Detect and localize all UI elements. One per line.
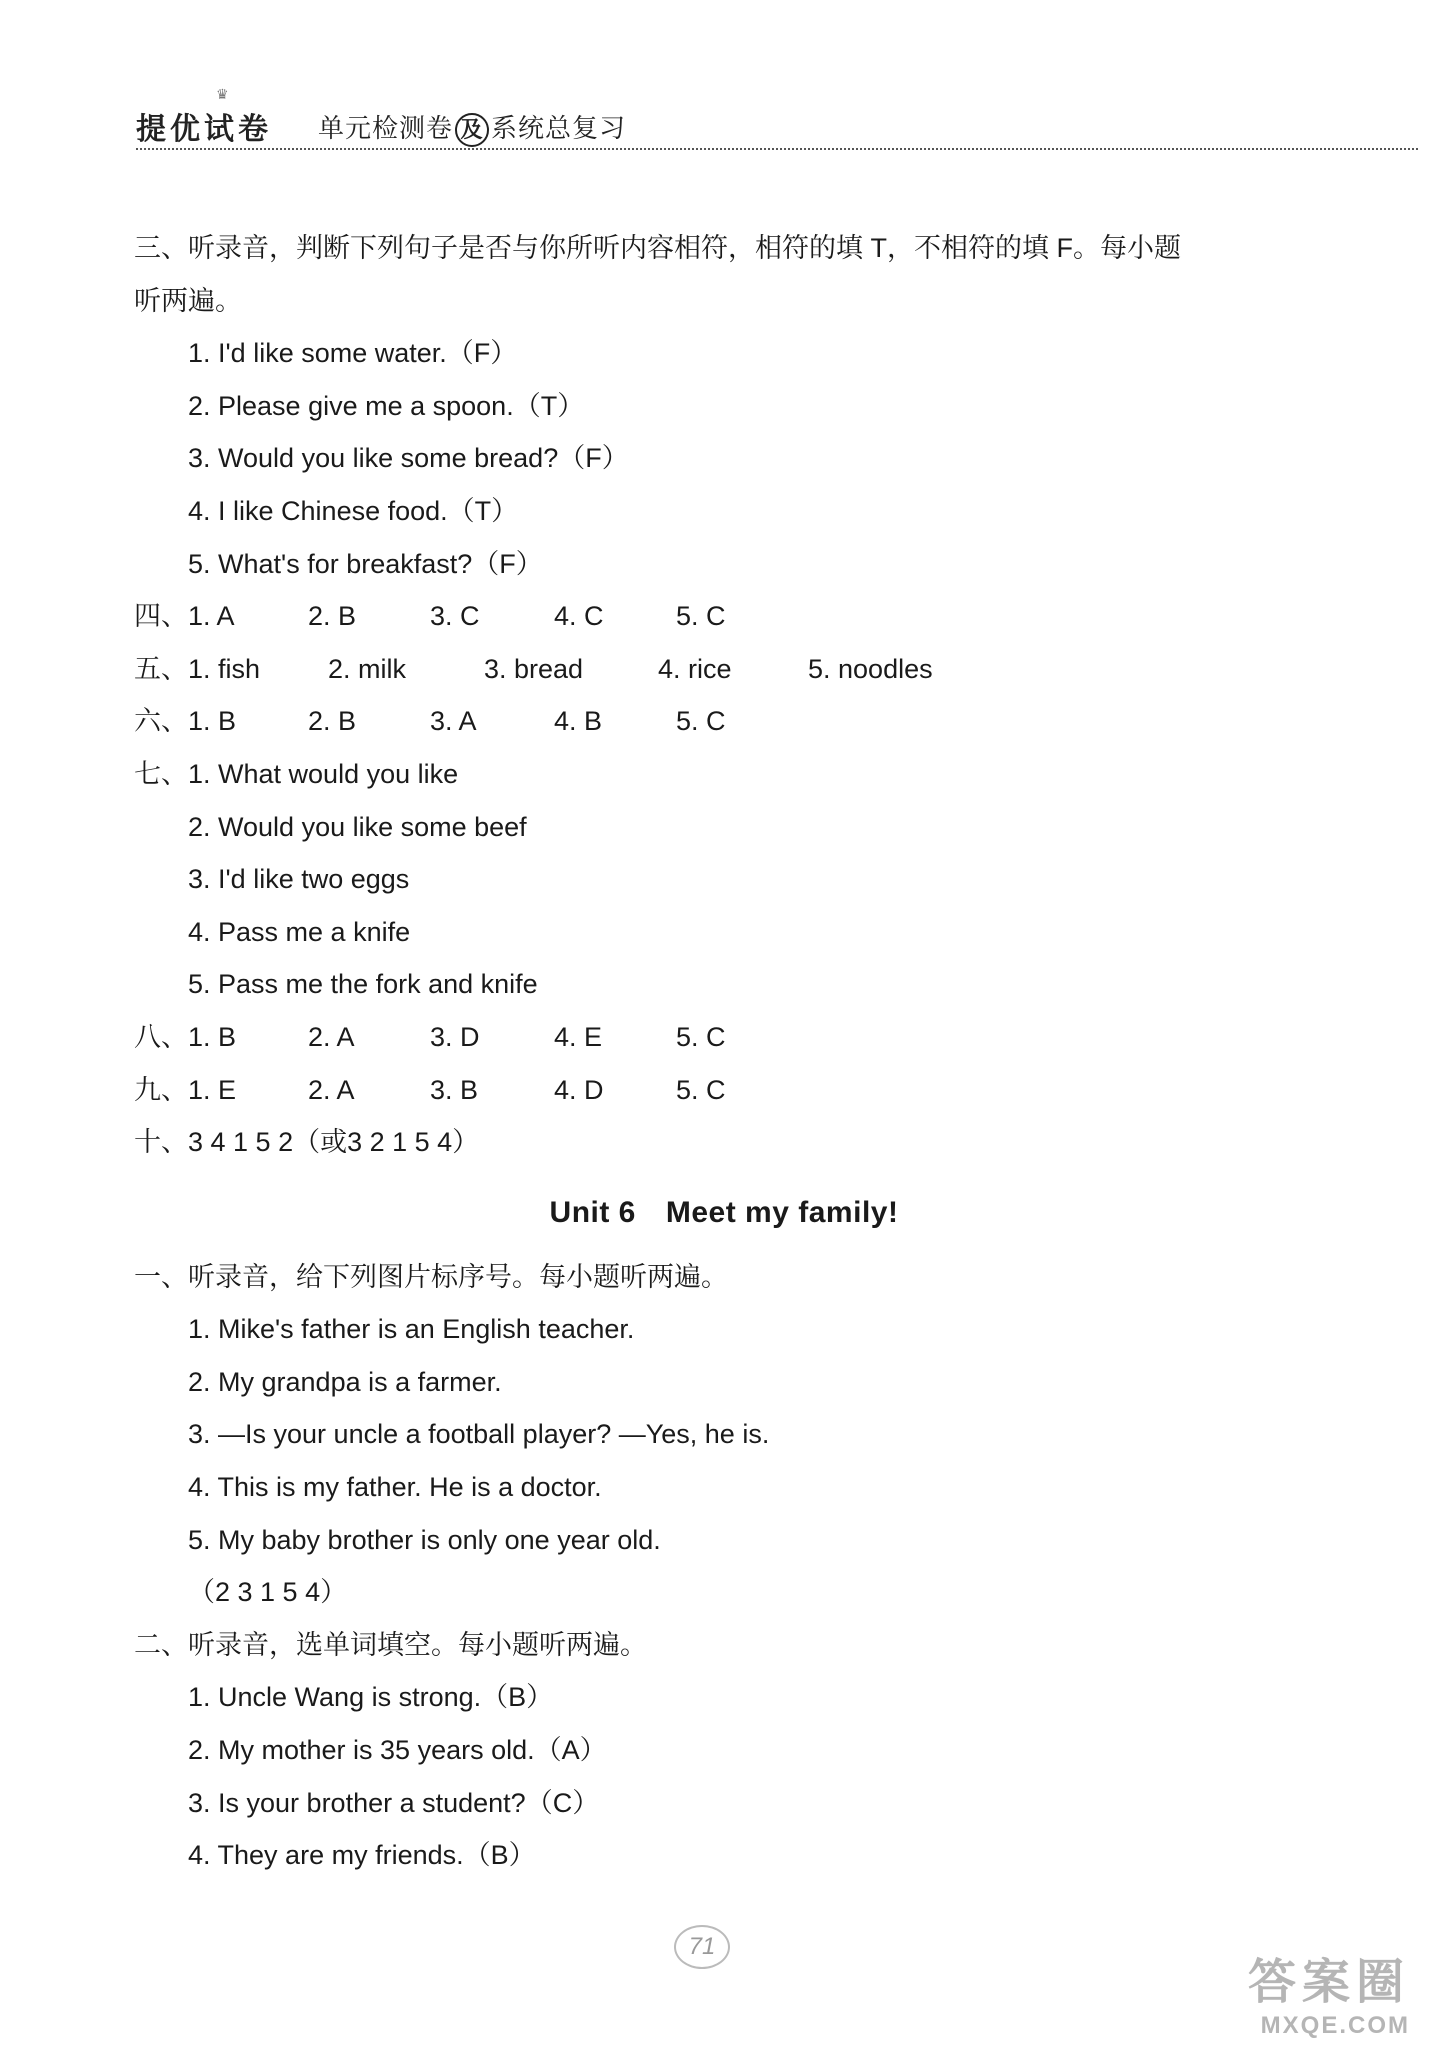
section-3-heading — [134, 222, 1314, 275]
watermark-url: MXQE.COM — [1260, 2012, 1410, 2039]
section-9-answers — [134, 1064, 1314, 1117]
list-item: 5. Pass me the fork and knife — [188, 969, 538, 1000]
answer: 3. B — [430, 1074, 479, 1105]
list-item: 2. My grandpa is a farmer. — [188, 1366, 502, 1397]
answer: 5. C — [676, 1074, 726, 1105]
unit-number: Unit 6 — [549, 1195, 636, 1229]
header-subtitle — [318, 108, 626, 147]
section-prefix: 十、 — [134, 1127, 188, 1158]
list-item: 3. I'd like two eggs — [188, 864, 410, 895]
brand-title: 提优试卷 — [136, 112, 272, 147]
section-10-answers — [134, 1116, 1314, 1169]
section-prefix: 九、 — [134, 1074, 188, 1105]
section-7-item — [134, 748, 1314, 801]
unit-section-2-heading — [134, 1619, 1314, 1672]
list-item: 1. Mike's father is an English teacher. — [188, 1314, 635, 1345]
section-8-answers — [134, 1011, 1314, 1064]
answer: 5. noodles — [808, 653, 933, 684]
list-item: 3. —Is your uncle a football player? —Yes, he is. — [188, 1419, 770, 1450]
list-item: 2. My mother is 35 years old.（A） — [188, 1735, 607, 1766]
unit-name: Meet my family! — [665, 1195, 899, 1229]
subtitle-post: 系统总复习 — [491, 113, 627, 143]
section-prefix: 四、 — [134, 601, 188, 632]
answer: 4. rice — [658, 653, 732, 684]
list-item: 4. They are my friends.（B） — [188, 1840, 536, 1871]
answer-sequence: 3 4 1 5 2（或3 2 1 5 4） — [188, 1127, 480, 1158]
answer: 1. fish — [188, 653, 261, 684]
list-item: 1. What would you like — [188, 758, 459, 789]
section-prefix: 三、 — [134, 233, 188, 263]
answer: 3. A — [430, 706, 477, 737]
watermark-logo-text: 答案圈 — [1247, 1956, 1410, 2009]
answer: 3. D — [430, 1021, 480, 1052]
answer-sequence: （2 3 1 5 4） — [188, 1577, 348, 1608]
list-item: 4. This is my father. He is a doctor. — [188, 1472, 602, 1503]
answer-content — [134, 222, 1314, 1882]
watermark — [1248, 1943, 1410, 2040]
section-prefix: 五、 — [134, 653, 188, 684]
unit-title-row — [134, 1169, 1314, 1229]
list-item: 5. My baby brother is only one year old. — [188, 1524, 661, 1555]
answer: 2. A — [308, 1074, 355, 1105]
answer: 2. A — [308, 1021, 355, 1052]
answer: 2. B — [308, 601, 357, 632]
header-divider — [136, 148, 1418, 150]
list-item: 1. Uncle Wang is strong.（B） — [188, 1682, 554, 1713]
answer: 5. C — [676, 601, 726, 632]
section-6-answers — [134, 695, 1314, 748]
section-5-answers — [134, 643, 1314, 696]
unit-title — [134, 1187, 1314, 1240]
unit-section-1-heading — [134, 1251, 1314, 1304]
answer: 2. B — [308, 706, 357, 737]
crown-icon: ♛ — [216, 86, 229, 102]
subtitle-pre: 单元检测卷 — [318, 113, 454, 143]
section-instruction: 听录音，选单词填空。每小题听两遍。 — [188, 1629, 647, 1660]
list-item: 3. Is your brother a student?（C） — [188, 1787, 600, 1818]
section-prefix: 八、 — [134, 1021, 188, 1052]
answer: 4. D — [554, 1074, 604, 1105]
list-item: 2. Would you like some beef — [188, 811, 527, 842]
list-item: 3. Would you like some bread?（F） — [188, 443, 629, 474]
page-header — [136, 86, 1418, 147]
answer: 1. B — [188, 1021, 237, 1052]
section-instruction: 听录音，判断下列句子是否与你所听内容相符，相符的填 T，不相符的填 F。每小题 — [188, 233, 1181, 263]
answer: 1. B — [188, 706, 237, 737]
answer: 4. B — [554, 706, 603, 737]
answer: 4. C — [554, 601, 604, 632]
section-instruction: 听录音，给下列图片标序号。每小题听两遍。 — [188, 1261, 728, 1292]
subtitle-ji-badge: 及 — [455, 113, 489, 147]
answer: 4. E — [554, 1021, 603, 1052]
section-prefix: 七、 — [134, 758, 188, 789]
list-item: 4. I like Chinese food.（T） — [188, 495, 519, 526]
answer: 5. C — [676, 1021, 726, 1052]
answer: 5. C — [676, 706, 726, 737]
list-item: 2. Please give me a spoon.（T） — [188, 390, 585, 421]
answer: 1. E — [188, 1074, 237, 1105]
list-item: 4. Pass me a knife — [188, 916, 411, 947]
list-item: 5. What's for breakfast?（F） — [188, 548, 543, 579]
list-item: 1. I'd like some water.（F） — [188, 338, 518, 369]
section-prefix: 二、 — [134, 1629, 188, 1660]
answer: 2. milk — [328, 653, 407, 684]
section-prefix: 一、 — [134, 1261, 188, 1292]
page-number: 71 — [674, 1925, 730, 1969]
section-prefix: 六、 — [134, 706, 188, 737]
section-4-answers — [134, 590, 1314, 643]
answer: 3. C — [430, 601, 480, 632]
section-3-heading-cont — [134, 275, 1314, 328]
answer: 3. bread — [484, 653, 584, 684]
section-instruction-cont: 听两遍。 — [134, 285, 242, 316]
answer: 1. A — [188, 601, 235, 632]
